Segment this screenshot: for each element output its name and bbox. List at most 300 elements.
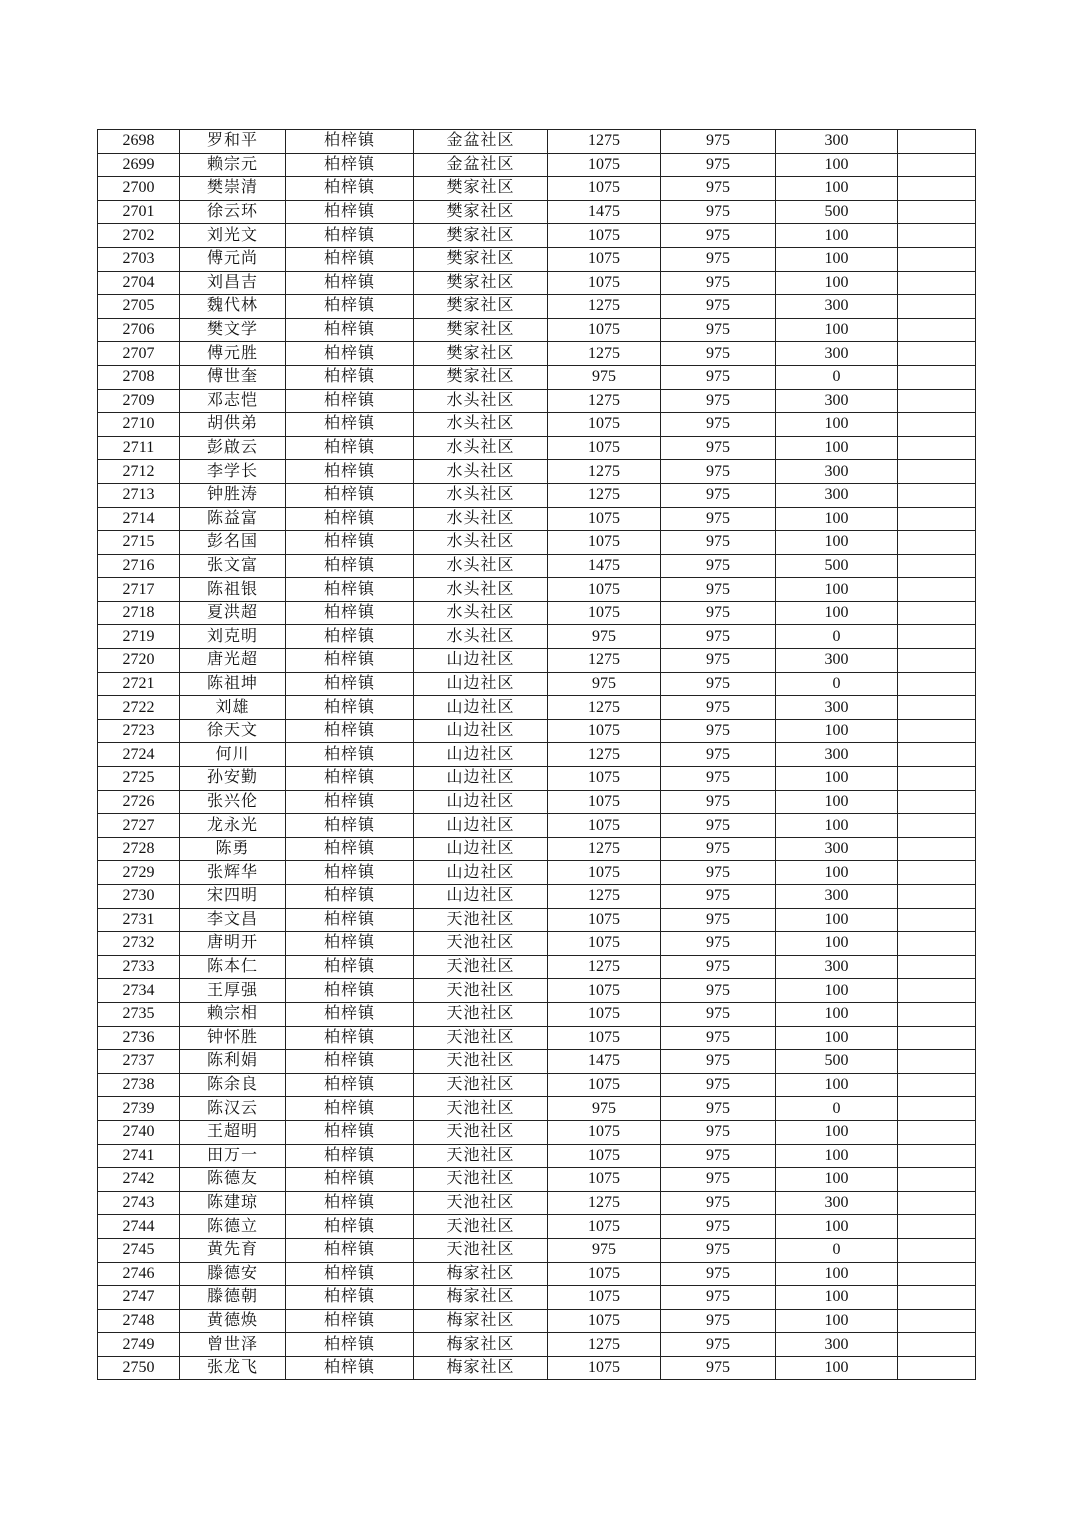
amount-a-cell: 1075	[548, 1262, 661, 1286]
table-row	[98, 837, 976, 861]
remark-cell	[898, 436, 976, 460]
community-cell: 樊家社区	[414, 365, 548, 389]
table-row	[98, 1050, 976, 1074]
name-cell: 李文昌	[180, 908, 286, 932]
community-cell: 天池社区	[414, 1097, 548, 1121]
amount-a-cell: 1275	[548, 696, 661, 720]
community-cell: 金盆社区	[414, 153, 548, 177]
amount-b-cell: 975	[661, 601, 776, 625]
table-row	[98, 1191, 976, 1215]
table-row	[98, 436, 976, 460]
difference-cell: 0	[776, 1238, 898, 1262]
name-cell: 宋四明	[180, 885, 286, 909]
row-number-cell: 2707	[98, 342, 180, 366]
difference-cell: 100	[776, 1002, 898, 1026]
amount-a-cell: 1075	[548, 531, 661, 555]
amount-a-cell: 1075	[548, 979, 661, 1003]
amount-a-cell: 1075	[548, 1168, 661, 1192]
amount-a-cell: 1075	[548, 1356, 661, 1380]
remark-cell	[898, 1215, 976, 1239]
table-row	[98, 601, 976, 625]
name-cell: 田万一	[180, 1144, 286, 1168]
community-cell: 水头社区	[414, 531, 548, 555]
town-cell: 柏梓镇	[286, 908, 414, 932]
remark-cell	[898, 1309, 976, 1333]
row-number-cell: 2717	[98, 578, 180, 602]
difference-cell: 0	[776, 672, 898, 696]
remark-cell	[898, 1026, 976, 1050]
amount-b-cell: 975	[661, 1191, 776, 1215]
row-number-cell: 2708	[98, 365, 180, 389]
table-row	[98, 483, 976, 507]
difference-cell: 100	[776, 578, 898, 602]
town-cell: 柏梓镇	[286, 979, 414, 1003]
town-cell: 柏梓镇	[286, 177, 414, 201]
table-row	[98, 1262, 976, 1286]
town-cell: 柏梓镇	[286, 389, 414, 413]
name-cell: 钟怀胜	[180, 1026, 286, 1050]
community-cell: 水头社区	[414, 436, 548, 460]
row-number-cell: 2723	[98, 719, 180, 743]
amount-b-cell: 975	[661, 342, 776, 366]
name-cell: 孙安勤	[180, 767, 286, 791]
amount-b-cell: 975	[661, 625, 776, 649]
amount-a-cell: 975	[548, 672, 661, 696]
remark-cell	[898, 767, 976, 791]
difference-cell: 100	[776, 1262, 898, 1286]
name-cell: 李学长	[180, 460, 286, 484]
amount-a-cell: 1075	[548, 719, 661, 743]
remark-cell	[898, 507, 976, 531]
difference-cell: 100	[776, 601, 898, 625]
amount-b-cell: 975	[661, 979, 776, 1003]
community-cell: 天池社区	[414, 1144, 548, 1168]
town-cell: 柏梓镇	[286, 885, 414, 909]
community-cell: 山边社区	[414, 649, 548, 673]
community-cell: 樊家社区	[414, 247, 548, 271]
amount-a-cell: 1075	[548, 247, 661, 271]
town-cell: 柏梓镇	[286, 507, 414, 531]
row-number-cell: 2699	[98, 153, 180, 177]
row-number-cell: 2726	[98, 790, 180, 814]
amount-a-cell: 975	[548, 1097, 661, 1121]
row-number-cell: 2698	[98, 130, 180, 154]
remark-cell	[898, 932, 976, 956]
difference-cell: 100	[776, 507, 898, 531]
row-number-cell: 2748	[98, 1309, 180, 1333]
table-row	[98, 554, 976, 578]
difference-cell: 100	[776, 1073, 898, 1097]
amount-a-cell: 1075	[548, 1144, 661, 1168]
amount-a-cell: 1275	[548, 955, 661, 979]
table-row	[98, 1356, 976, 1380]
name-cell: 黄先育	[180, 1238, 286, 1262]
amount-b-cell: 975	[661, 153, 776, 177]
community-cell: 山边社区	[414, 672, 548, 696]
name-cell: 何川	[180, 743, 286, 767]
town-cell: 柏梓镇	[286, 318, 414, 342]
row-number-cell: 2729	[98, 861, 180, 885]
remark-cell	[898, 743, 976, 767]
difference-cell: 100	[776, 790, 898, 814]
name-cell: 夏洪超	[180, 601, 286, 625]
amount-a-cell: 1275	[548, 389, 661, 413]
name-cell: 陈本仁	[180, 955, 286, 979]
town-cell: 柏梓镇	[286, 224, 414, 248]
amount-b-cell: 975	[661, 460, 776, 484]
difference-cell: 100	[776, 932, 898, 956]
row-number-cell: 2719	[98, 625, 180, 649]
town-cell: 柏梓镇	[286, 719, 414, 743]
table-row	[98, 955, 976, 979]
amount-b-cell: 975	[661, 743, 776, 767]
amount-b-cell: 975	[661, 200, 776, 224]
community-cell: 天池社区	[414, 1168, 548, 1192]
table-row	[98, 365, 976, 389]
name-cell: 魏代林	[180, 295, 286, 319]
remark-cell	[898, 578, 976, 602]
amount-a-cell: 1075	[548, 861, 661, 885]
amount-a-cell: 1075	[548, 1286, 661, 1310]
name-cell: 唐明开	[180, 932, 286, 956]
amount-b-cell: 975	[661, 1286, 776, 1310]
amount-a-cell: 1275	[548, 342, 661, 366]
row-number-cell: 2724	[98, 743, 180, 767]
table-row	[98, 1238, 976, 1262]
community-cell: 水头社区	[414, 625, 548, 649]
amount-b-cell: 975	[661, 295, 776, 319]
row-number-cell: 2734	[98, 979, 180, 1003]
name-cell: 彭啟云	[180, 436, 286, 460]
difference-cell: 300	[776, 743, 898, 767]
difference-cell: 100	[776, 1309, 898, 1333]
amount-b-cell: 975	[661, 885, 776, 909]
remark-cell	[898, 483, 976, 507]
remark-cell	[898, 861, 976, 885]
row-number-cell: 2742	[98, 1168, 180, 1192]
row-number-cell: 2711	[98, 436, 180, 460]
table-row	[98, 1073, 976, 1097]
town-cell: 柏梓镇	[286, 200, 414, 224]
community-cell: 梅家社区	[414, 1309, 548, 1333]
difference-cell: 100	[776, 531, 898, 555]
difference-cell: 500	[776, 1050, 898, 1074]
town-cell: 柏梓镇	[286, 1073, 414, 1097]
amount-b-cell: 975	[661, 908, 776, 932]
table-row	[98, 389, 976, 413]
row-number-cell: 2746	[98, 1262, 180, 1286]
amount-b-cell: 975	[661, 1144, 776, 1168]
difference-cell: 300	[776, 837, 898, 861]
row-number-cell: 2732	[98, 932, 180, 956]
row-number-cell: 2714	[98, 507, 180, 531]
remark-cell	[898, 1191, 976, 1215]
difference-cell: 100	[776, 1026, 898, 1050]
community-cell: 天池社区	[414, 1238, 548, 1262]
row-number-cell: 2710	[98, 413, 180, 437]
remark-cell	[898, 1333, 976, 1357]
row-number-cell: 2725	[98, 767, 180, 791]
table-row	[98, 153, 976, 177]
remark-cell	[898, 531, 976, 555]
amount-b-cell: 975	[661, 1356, 776, 1380]
name-cell: 罗和平	[180, 130, 286, 154]
table-row	[98, 696, 976, 720]
difference-cell: 300	[776, 696, 898, 720]
remark-cell	[898, 1002, 976, 1026]
name-cell: 刘昌吉	[180, 271, 286, 295]
table-row	[98, 1168, 976, 1192]
table-row	[98, 177, 976, 201]
amount-a-cell: 1075	[548, 814, 661, 838]
community-cell: 天池社区	[414, 908, 548, 932]
name-cell: 陈余良	[180, 1073, 286, 1097]
difference-cell: 100	[776, 247, 898, 271]
difference-cell: 100	[776, 318, 898, 342]
amount-a-cell: 1075	[548, 767, 661, 791]
town-cell: 柏梓镇	[286, 1333, 414, 1357]
amount-b-cell: 975	[661, 696, 776, 720]
town-cell: 柏梓镇	[286, 790, 414, 814]
name-cell: 陈勇	[180, 837, 286, 861]
amount-b-cell: 975	[661, 1050, 776, 1074]
row-number-cell: 2739	[98, 1097, 180, 1121]
difference-cell: 300	[776, 295, 898, 319]
amount-b-cell: 975	[661, 130, 776, 154]
town-cell: 柏梓镇	[286, 1262, 414, 1286]
row-number-cell: 2715	[98, 531, 180, 555]
amount-b-cell: 975	[661, 224, 776, 248]
community-cell: 梅家社区	[414, 1356, 548, 1380]
amount-a-cell: 1275	[548, 1191, 661, 1215]
town-cell: 柏梓镇	[286, 625, 414, 649]
row-number-cell: 2713	[98, 483, 180, 507]
amount-a-cell: 1275	[548, 130, 661, 154]
name-cell: 徐云环	[180, 200, 286, 224]
remark-cell	[898, 1097, 976, 1121]
name-cell: 彭名国	[180, 531, 286, 555]
community-cell: 水头社区	[414, 460, 548, 484]
amount-a-cell: 1075	[548, 436, 661, 460]
remark-cell	[898, 271, 976, 295]
row-number-cell: 2745	[98, 1238, 180, 1262]
town-cell: 柏梓镇	[286, 837, 414, 861]
amount-b-cell: 975	[661, 672, 776, 696]
table-row	[98, 1097, 976, 1121]
town-cell: 柏梓镇	[286, 413, 414, 437]
name-cell: 樊崇清	[180, 177, 286, 201]
amount-b-cell: 975	[661, 1215, 776, 1239]
remark-cell	[898, 837, 976, 861]
table-row	[98, 767, 976, 791]
table-row	[98, 200, 976, 224]
amount-a-cell: 1075	[548, 507, 661, 531]
remark-cell	[898, 1073, 976, 1097]
remark-cell	[898, 1168, 976, 1192]
row-number-cell: 2744	[98, 1215, 180, 1239]
amount-a-cell: 1075	[548, 1026, 661, 1050]
name-cell: 滕德朝	[180, 1286, 286, 1310]
community-cell: 天池社区	[414, 1073, 548, 1097]
town-cell: 柏梓镇	[286, 153, 414, 177]
community-cell: 山边社区	[414, 837, 548, 861]
table-row	[98, 224, 976, 248]
row-number-cell: 2701	[98, 200, 180, 224]
amount-b-cell: 975	[661, 247, 776, 271]
remark-cell	[898, 1262, 976, 1286]
town-cell: 柏梓镇	[286, 1097, 414, 1121]
town-cell: 柏梓镇	[286, 247, 414, 271]
difference-cell: 100	[776, 861, 898, 885]
remark-cell	[898, 318, 976, 342]
name-cell: 陈祖坤	[180, 672, 286, 696]
amount-b-cell: 975	[661, 1262, 776, 1286]
table-row	[98, 130, 976, 154]
town-cell: 柏梓镇	[286, 1356, 414, 1380]
row-number-cell: 2703	[98, 247, 180, 271]
amount-a-cell: 1075	[548, 790, 661, 814]
remark-cell	[898, 1050, 976, 1074]
community-cell: 水头社区	[414, 578, 548, 602]
remark-cell	[898, 342, 976, 366]
difference-cell: 100	[776, 979, 898, 1003]
name-cell: 滕德安	[180, 1262, 286, 1286]
difference-cell: 300	[776, 955, 898, 979]
remark-cell	[898, 790, 976, 814]
difference-cell: 100	[776, 814, 898, 838]
amount-a-cell: 1475	[548, 1050, 661, 1074]
amount-a-cell: 1275	[548, 295, 661, 319]
difference-cell: 0	[776, 625, 898, 649]
row-number-cell: 2700	[98, 177, 180, 201]
name-cell: 陈德立	[180, 1215, 286, 1239]
row-number-cell: 2716	[98, 554, 180, 578]
table-row	[98, 814, 976, 838]
table-row	[98, 247, 976, 271]
amount-b-cell: 975	[661, 389, 776, 413]
amount-b-cell: 975	[661, 790, 776, 814]
amount-b-cell: 975	[661, 413, 776, 437]
town-cell: 柏梓镇	[286, 365, 414, 389]
difference-cell: 100	[776, 177, 898, 201]
difference-cell: 100	[776, 767, 898, 791]
community-cell: 天池社区	[414, 1026, 548, 1050]
amount-b-cell: 975	[661, 177, 776, 201]
table-row	[98, 932, 976, 956]
table-row	[98, 861, 976, 885]
amount-a-cell: 1075	[548, 932, 661, 956]
remark-cell	[898, 1144, 976, 1168]
table-row	[98, 1002, 976, 1026]
row-number-cell: 2750	[98, 1356, 180, 1380]
town-cell: 柏梓镇	[286, 436, 414, 460]
difference-cell: 500	[776, 554, 898, 578]
row-number-cell: 2735	[98, 1002, 180, 1026]
town-cell: 柏梓镇	[286, 1120, 414, 1144]
table-row	[98, 790, 976, 814]
name-cell: 王厚强	[180, 979, 286, 1003]
amount-b-cell: 975	[661, 554, 776, 578]
amount-b-cell: 975	[661, 1333, 776, 1357]
table-row	[98, 1215, 976, 1239]
amount-a-cell: 1275	[548, 885, 661, 909]
remark-cell	[898, 908, 976, 932]
remark-cell	[898, 177, 976, 201]
community-cell: 山边社区	[414, 885, 548, 909]
difference-cell: 100	[776, 1356, 898, 1380]
town-cell: 柏梓镇	[286, 601, 414, 625]
amount-b-cell: 975	[661, 1238, 776, 1262]
name-cell: 胡供弟	[180, 413, 286, 437]
remark-cell	[898, 885, 976, 909]
town-cell: 柏梓镇	[286, 1215, 414, 1239]
difference-cell: 300	[776, 342, 898, 366]
amount-a-cell: 1275	[548, 483, 661, 507]
amount-b-cell: 975	[661, 861, 776, 885]
remark-cell	[898, 625, 976, 649]
community-cell: 山边社区	[414, 696, 548, 720]
town-cell: 柏梓镇	[286, 696, 414, 720]
town-cell: 柏梓镇	[286, 1309, 414, 1333]
name-cell: 赖宗元	[180, 153, 286, 177]
difference-cell: 100	[776, 1215, 898, 1239]
name-cell: 王超明	[180, 1120, 286, 1144]
name-cell: 刘光文	[180, 224, 286, 248]
community-cell: 水头社区	[414, 554, 548, 578]
community-cell: 水头社区	[414, 413, 548, 437]
amount-b-cell: 975	[661, 955, 776, 979]
row-number-cell: 2720	[98, 649, 180, 673]
difference-cell: 100	[776, 1144, 898, 1168]
name-cell: 邓志恺	[180, 389, 286, 413]
community-cell: 樊家社区	[414, 200, 548, 224]
name-cell: 陈德友	[180, 1168, 286, 1192]
name-cell: 唐光超	[180, 649, 286, 673]
town-cell: 柏梓镇	[286, 743, 414, 767]
amount-a-cell: 1075	[548, 1002, 661, 1026]
table-row	[98, 1333, 976, 1357]
town-cell: 柏梓镇	[286, 861, 414, 885]
row-number-cell: 2737	[98, 1050, 180, 1074]
row-number-cell: 2727	[98, 814, 180, 838]
amount-b-cell: 975	[661, 436, 776, 460]
remark-cell	[898, 955, 976, 979]
table-row	[98, 271, 976, 295]
table-row	[98, 295, 976, 319]
community-cell: 樊家社区	[414, 318, 548, 342]
amount-a-cell: 1075	[548, 413, 661, 437]
community-cell: 水头社区	[414, 507, 548, 531]
town-cell: 柏梓镇	[286, 814, 414, 838]
community-cell: 天池社区	[414, 932, 548, 956]
town-cell: 柏梓镇	[286, 1002, 414, 1026]
row-number-cell: 2749	[98, 1333, 180, 1357]
table-row	[98, 342, 976, 366]
amount-b-cell: 975	[661, 1073, 776, 1097]
remark-cell	[898, 295, 976, 319]
town-cell: 柏梓镇	[286, 460, 414, 484]
name-cell: 傅世奎	[180, 365, 286, 389]
amount-b-cell: 975	[661, 1309, 776, 1333]
town-cell: 柏梓镇	[286, 1191, 414, 1215]
community-cell: 樊家社区	[414, 224, 548, 248]
amount-a-cell: 1475	[548, 554, 661, 578]
row-number-cell: 2704	[98, 271, 180, 295]
difference-cell: 100	[776, 908, 898, 932]
community-cell: 山边社区	[414, 814, 548, 838]
amount-a-cell: 1275	[548, 837, 661, 861]
community-cell: 樊家社区	[414, 271, 548, 295]
